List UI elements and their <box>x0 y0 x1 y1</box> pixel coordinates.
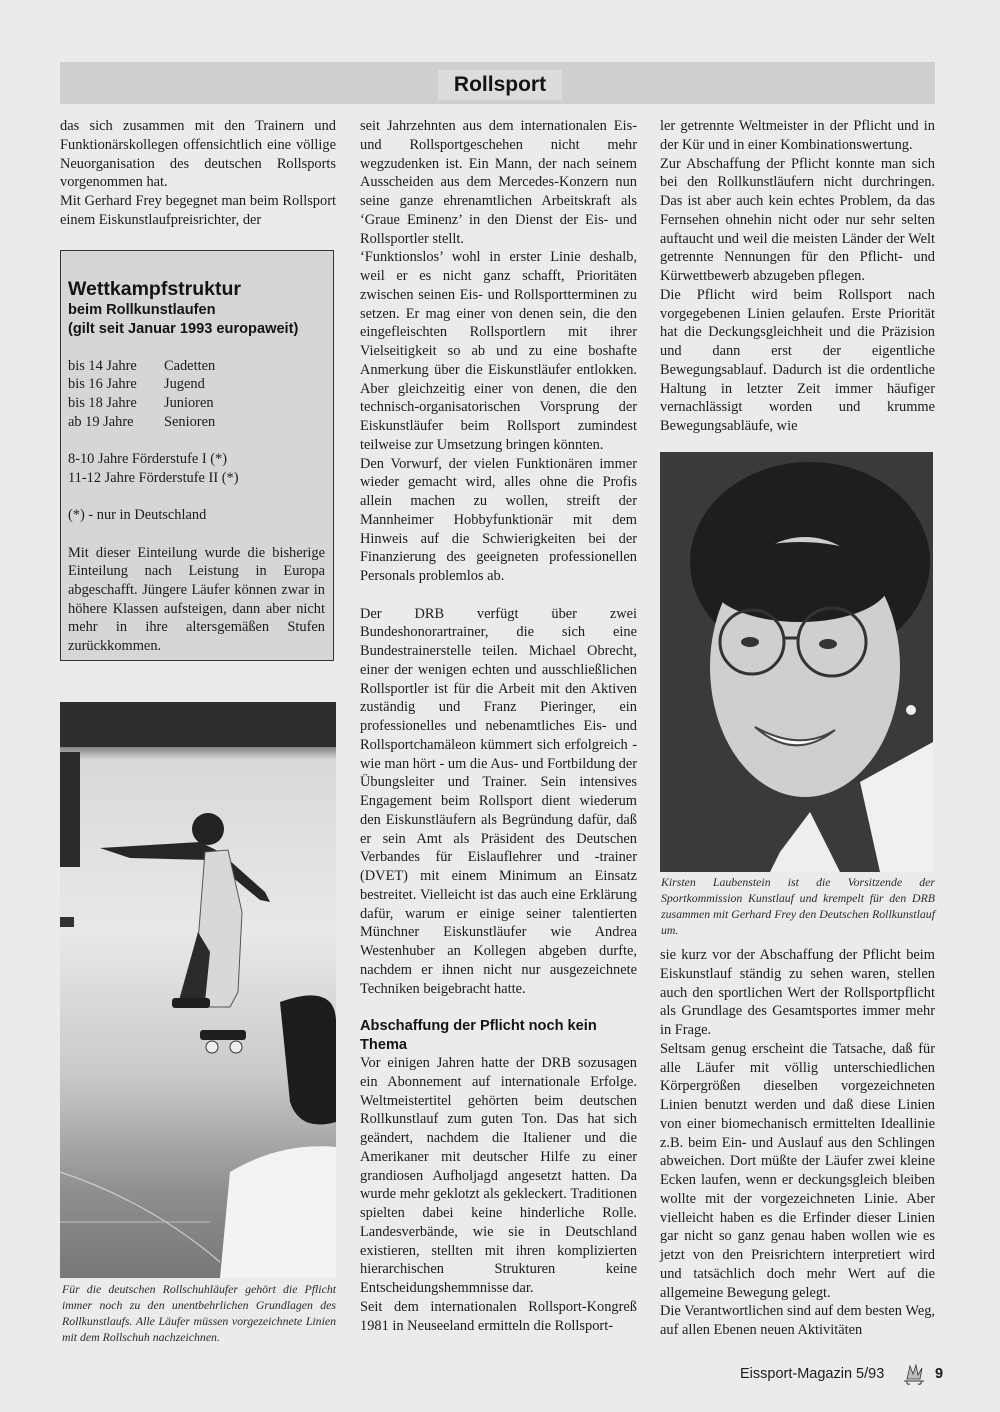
class: Junioren <box>164 395 214 412</box>
column-1 <box>60 117 336 230</box>
paragraph: Die Verantwortlichen sind auf dem besten Weg, auf allen Ebenen neuen Aktivitäten <box>660 1303 935 1338</box>
age-class-row <box>68 413 325 432</box>
age: bis 18 Jahre <box>68 395 137 412</box>
info-box-title: Wettkampfstruktur <box>68 278 241 300</box>
page-number: 9 <box>935 1366 944 1382</box>
column-3-bottom <box>660 946 935 1340</box>
support-level: 8-10 Jahre Förderstufe I (*) <box>68 451 228 468</box>
paragraph: Seltsam genug erscheint die Tatsache, daß für alle Läufer mit völlig unterschiedlichen Körpergrößen dieselben vorgezeichneten Linien benutzt werden und daß diese Linien von einer biomechanisch ermittelten Ideallinie z.B. beim Ein- und Auslauf aus den Schlingen abweichen. Dort müßte der Läufer zwei kleine Ecken laufen, wenn er deckungsgleich bleiben wollte mit der vorgezeichneten Linie. Aber vielleicht haben es die Erfinder dieser Linien gar nicht so ganz genau haben wollen wie es jetzt von den Preisrichtern interpretiert wird und tatsächlich doch mehr Wert auf die allgemeine Bewegung gelegt. <box>660 1040 935 1301</box>
support-level: 11-12 Jahre Förderstufe II (*) <box>68 469 239 486</box>
info-box-note: Mit dieser Einteilung wurde die bisherige Einteilung nach Leistung in Europa abgeschafft. Jüngere Läufer können zwar in höhere Klassen aufsteigen, dann aber nicht mehr in ihre altersgemäßen Stufen zurückkommen. <box>68 544 325 655</box>
age: bis 14 Jahre <box>68 357 137 374</box>
info-box-subtitle: beim Rollkunstlaufen <box>68 302 216 318</box>
paragraph: das sich zusammen mit den Trainern und Funktionärskollegen offensichtlich eine völlige Neuorganisation des deutschen Rollsports vorgenommen hat. <box>60 118 336 191</box>
age: bis 16 Jahre <box>68 376 137 393</box>
paragraph: ler getrennte Weltmeister in der Pflicht und in der Kür und in einer Kombinationswertung. <box>660 118 935 153</box>
paragraph: Den Vorwurf, der vielen Funktionären immer wieder gemacht wird, alles ohne die Profis allein machen zu wollen, streift der Mannheimer Hobbyfunktionär mit dem Hinweis auf die Schwierigkeiten bei der Finanzierung des geeigneten professionellen Personals problemlos ab. <box>360 455 637 584</box>
info-box-subtitle: (gilt seit Januar 1993 europaweit) <box>68 320 299 337</box>
paragraph: sie kurz vor der Abschaffung der Pflicht beim Eiskunstlauf ständig zu sehen waren, stellen auch den sportlichen Wert der Rollsportpflicht als Grundlage des Gesamtsportes immer mehr in Frage. <box>660 947 935 1038</box>
paragraph: Zur Abschaffung der Pflicht konnte man sich bei den Rollkunstläufern nicht durchringen. Das ist aber auch kein echtes Problem, da das Fernsehen ohnehin nicht oder nur sehr selten auftaucht und weil die meisten Länder der Welt getrennte Nennungen für den Pflicht- und Kürwettbewerb abzugeben pflegen. <box>660 155 935 284</box>
age-class-row <box>68 357 325 376</box>
paragraph: Mit Gerhard Frey begegnet man beim Rollsport einem Eiskunstlaufpreisrichter, der <box>60 193 336 228</box>
portrait-illustration <box>660 452 933 872</box>
photo-caption: Für die deutschen Rollschuhläufer gehört die Pflicht immer noch zu den unentbehrlichen Grundlagen des Rollkunstlaufs. Alle Läufer müssen vorgezeichnete Linien mit dem Rollschuh nachzeichnen. <box>62 1282 336 1344</box>
photo-portrait <box>660 452 933 872</box>
skater-illustration <box>60 702 336 1278</box>
class: Jugend <box>164 376 205 393</box>
paragraph: seit Jahrzehnten aus dem internationalen Eis- und Rollsportgeschehen nicht mehr wegzudenken ist. Ein Mann, der nach seinem Ausscheiden aus dem Mercedes-Konzern nun seine ganze ehrenamtlichen Arbeitskraft als ‘Graue Eminenz’ in den Dienst der Eis- und Rollsportler stellt. <box>360 118 637 247</box>
age: ab 19 Jahre <box>68 413 134 430</box>
photo-caption: Kirsten Laubenstein ist die Vorsitzende der Sportkommission Kunstlauf und krempelt für den DRB zusammen mit Gerhard Frey den Deutschen Rollkunstlauf um. <box>661 875 935 937</box>
photo-roller-skater <box>60 702 336 1278</box>
info-box-wettkampfstruktur <box>60 250 334 661</box>
paragraph: ‘Funktionslos’ wohl in erster Linie deshalb, weil er es nicht ganz schafft, Prioritäten zwischen seinen Eis- und Rollsportterminen zu setzen. Er mag einer von denen sein, die den eingefleischten Rollsportlern mit ihrer Vielseitigkeit so ab und zu eine boshafte Anmerkung über die Eiskunstläufer entlokken. Aber gleichzeitig einer von denen, die den technisch-organisatorischen Vorsprung der Eiskunstläufer beim Rollsport zumindest teilweise zur Umsetzung bringen könnten. <box>360 249 637 453</box>
subheading: Abschaffung der Pflicht noch kein Thema <box>360 1018 597 1053</box>
section-title: Rollsport <box>438 70 562 100</box>
age-class-row <box>68 394 325 413</box>
magazine-issue: Eissport-Magazin 5/93 <box>740 1366 885 1382</box>
paragraph: Seit dem internationalen Rollsport-Kongreß 1981 in Neuseeland ermitteln die Rollsport- <box>360 1298 637 1334</box>
column-3-top <box>660 117 935 436</box>
footnote: (*) - nur in Deutschland <box>68 507 207 524</box>
paragraph: Der DRB verfügt über zwei Bundeshonorartrainer, die sich eine Bundestrainerstelle teilen. Michael Obrecht, einer der wenigen echten und ausschließlichen Rollsportler ist für die Arbeit mit den Aktiven zuständig und Franz Pieringer, ein professionelles und nebenamtliches Eis- und Rollsportchamäleon kümmert sich erfolgreich - wie man hört - um die Aus- und Fortbildung der Übungsleiter und Trainer. Sein intensives Engagement beim Rollsport dient wiederum den Eiskunstläufern als Begründung dafür, daß er sein Amt als Präsident des Deutschen Verbandes für Eislauflehrer und -trainer (DVET) mit einem Minimum an Einsatz bestreitet. Vielleicht ist das auch eine Erklärung dafür, warum er einige seiner talentierten Münchner Eiskunstläufer wie Andrea Westenhuber an Kollegen abgeben durfte, nachdem er ihnen nicht nur ausgezeichnete Techniken beigebracht hatte. <box>360 605 637 997</box>
skate-wing-logo-icon <box>901 1364 927 1386</box>
paragraph: Vor einigen Jahren hatte der DRB sozusagen ein Abonnement auf internationale Erfolge. Weltmeistertitel gehörten beim deutschen Rollkunstlauf zum guten Ton. Das hat sich geändert, nachdem die Italiener und die Amerikaner mit deutscher Hilfe zu einer grandiosen Aufholjagd angesetzt hatten. Da wurde mehr geklotzt als gekleckert. Traditionen spielten dabei keine hinderliche Rolle. Landesverbände, wie sie in Deutschland existieren, stellten mit ihren komplizierten hierarchischen Strukturen keine Entscheidungshemmnisse dar. <box>360 1055 637 1296</box>
column-2 <box>360 117 637 1335</box>
class: Senioren <box>164 413 216 430</box>
age-class-row <box>68 375 325 394</box>
page-footer <box>740 1364 945 1386</box>
class: Cadetten <box>164 357 216 374</box>
paragraph: Die Pflicht wird beim Rollsport nach vorgegebenen Linien gelaufen. Erste Priorität hat die Deckungsgleichheit und die Präzision und dann erst der eigentliche Bewegungsablauf. Dadurch ist die ordentliche Haltung in letzter Zeit immer häufiger vernachlässigt worden und krumme Bewegungsabläufe, wie <box>660 286 935 434</box>
